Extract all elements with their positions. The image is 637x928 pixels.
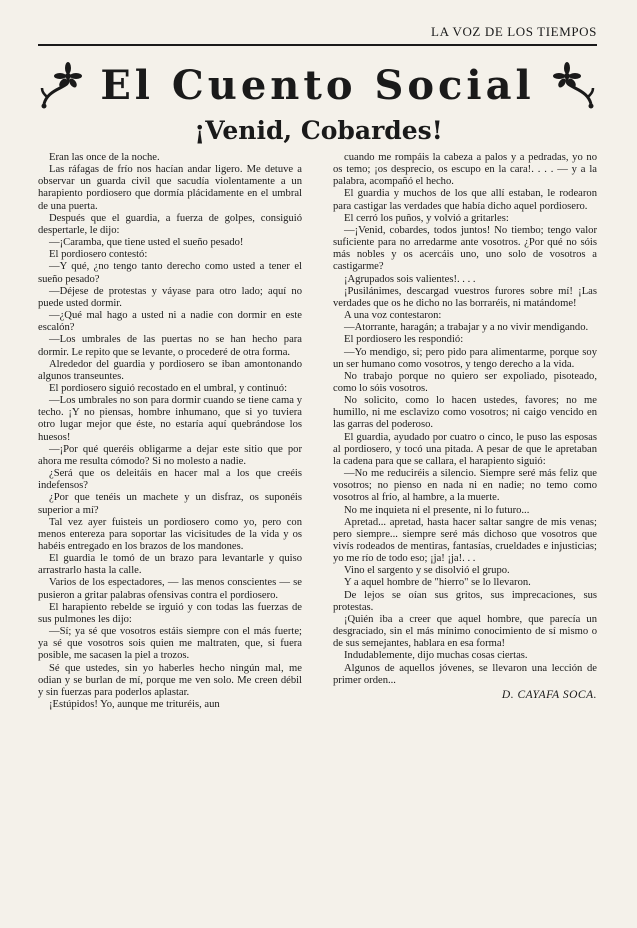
header-rule xyxy=(38,44,597,46)
right-column xyxy=(333,152,597,711)
paragraph: ¡Quién iba a creer que aquel hombre, que parecía un desgraciado, sin el más mínimo conocimiento de sí mismo o de sus semejantes, hablara en esa forma! xyxy=(333,613,597,650)
paragraph: El guardia le tomó de un brazo para levantarle y quiso arrastrarlo hasta la calle. xyxy=(38,553,302,577)
paragraph: ¿Por que tenéis un machete y un disfraz, os suponéis superior a mí? xyxy=(38,492,302,516)
paragraph: Varios de los espectadores, — las menos conscientes — se pusieron a gritar palabras ofensivas contra el pordiosero. xyxy=(38,577,302,601)
paragraph: El pordiosero les respondió: xyxy=(344,334,464,346)
paragraph: ¿Será que os deleitáis en hacer mal a los que creéis indefensos? xyxy=(38,468,302,492)
paragraph: El guardia y muchos de los que allí estaban, le rodearon para castigar las verdades que había dicho aquel pordiosero. xyxy=(333,188,597,212)
paragraph: —Los umbrales no son para dormir cuando se tiene cama y techo. ¡Y no piensas, hombre inhumano, que si yo tuviera otro lugar mejor que éste, no estaría aquí quebrándose los huesos! xyxy=(38,395,302,443)
paragraph: ¡Pusilánimes, descargad vuestros furores sobre mí! ¡Las verdades que os he dicho no las borraréis, ni matándome! xyxy=(333,285,597,309)
flower-ornament-left-icon xyxy=(38,62,86,110)
paragraph: —No me reduciréis a silencio. Siempre seré más feliz que vosotros; no pienso en nada ni en nadie; no temo como vosotros al frío, al hambre, a la muerte. xyxy=(333,468,597,504)
paragraph: Y a aquel hombre de "hierro" se lo llevaron. xyxy=(344,577,531,589)
paragraph: El pordiosero contestó: xyxy=(49,249,148,261)
flower-ornament-right-icon xyxy=(549,62,597,110)
paragraph: No trabajo porque no quiero ser expoliado, pisoteado, como lo sóis vosotros. xyxy=(333,370,597,394)
paragraph: El guardia, ayudado por cuatro o cinco, le puso las esposas al pordiosero, y tocó una pitada. A pesar de que le apretaban la cadena para que se callara, el harapiento siguió: xyxy=(333,431,597,467)
paragraph: —Sí; ya sé que vosotros estáis siempre con el más fuerte; ya sé que vosotros sois quien me maltraten, que, si fuera posible, me sacasen la piel a trozos. xyxy=(38,626,302,662)
paragraph: De lejos se oían sus gritos, sus imprecaciones, sus protestas. xyxy=(333,589,597,613)
paragraph: El pordiosero siguió recostado en el umbral, y continuó: xyxy=(49,382,288,394)
paragraph: cuando me rompáis la cabeza a palos y a pedradas, yo no os temo; ¡os desprecio, os escupo en la cara!. . . . — y a la palabra, acompañó el hecho. xyxy=(333,152,597,188)
paragraph: ¡Agrupados sois valientes!. . . . xyxy=(344,273,476,285)
paragraph: Tal vez ayer fuisteis un pordiosero como yo, pero con menos entereza para soportar las vicisitudes de la vida y os habéis entregado en los brazos de los mandones. xyxy=(38,516,302,552)
paragraph: —Yo mendigo, si; pero pido para alimentarme, porque soy un ser humano como vosotros, y tengo derecho a la vida. xyxy=(333,346,597,370)
paragraph: Algunos de aquellos jóvenes, se llevaron una lección de primer orden... xyxy=(333,662,597,686)
paragraph: No solicito, como lo hacen ustedes, favores; no me humillo, ni me esclavizo como vosotros; ni caigo vencido en las garras del poderoso. xyxy=(333,395,597,431)
paragraph: ¡Estúpidos! Yo, aunque me trituréis, aun xyxy=(49,699,220,711)
publication-header: LA VOZ DE LOS TIEMPOS xyxy=(431,24,597,39)
paragraph: A una voz contestaron: xyxy=(344,310,442,322)
paragraph: El cerró los puños, y volvió a gritarles: xyxy=(344,212,509,224)
paragraph: Eran las once de la noche. xyxy=(49,152,160,163)
paragraph: —Déjese de protestas y váyase para otro lado; aquí no puede usted dormir. xyxy=(38,285,302,309)
author-signature: D. CAYAFA SOCA. xyxy=(501,688,597,701)
right-column-text xyxy=(333,152,597,687)
article-body xyxy=(38,152,597,711)
paragraph: Apretad... apretad, hasta hacer saltar sangre de mis venas; pero siempre... siempre seré más dichoso que vosotros que vivís rodeados de mentiras, fantasías, crueldades e injusticias; yo me río de todo eso; ¡ja! ¡ja!. . . xyxy=(333,516,597,565)
left-column xyxy=(38,152,302,711)
article-title: ¡Venid, Cobardes! xyxy=(194,116,443,145)
paragraph: Después que el guardia, a fuerza de golpes, consiguió despertarle, le dijo: xyxy=(38,212,302,236)
section-masthead xyxy=(38,56,597,116)
paragraph: Alrededor del guardia y pordiosero se iban amontonando algunos transeuntes. xyxy=(38,358,302,382)
paragraph: No me inquieta ni el presente, ni lo futuro... xyxy=(344,504,530,516)
paragraph: —¡Caramba, que tiene usted el sueño pesado! xyxy=(49,237,244,249)
paragraph: —Y qué, ¿no tengo tanto derecho como usted a tener el sueño pesado? xyxy=(38,261,302,285)
paragraph: —¡Por qué queréis obligarme a dejar este sitio que por ahora me resulta cómodo? Si no molesto a nadie. xyxy=(38,443,302,467)
paragraph: Sé que ustedes, sin yo haberles hecho ningún mal, me odian y se burlan de mí, porque me ven solo. Me creen débil y sin fuerzas para poderlos aplastar. xyxy=(38,662,302,698)
paragraph: —¡Venid, cobardes, todos juntos! No tiembo; tengo valor suficiente para no arredarme ante vosotros. ¿Por qué no sóis más nobles y os acercáis uno, uno solo de vosotros a castigarme? xyxy=(333,224,597,273)
paragraph: —Atorrante, haragán; a trabajar y a no vivir mendigando. xyxy=(344,322,589,334)
paragraph: El harapiento rebelde se irguió y con todas las fuerzas de sus pulmones les dijo: xyxy=(38,601,302,625)
paragraph: Indudablemente, dijo muchas cosas ciertas. xyxy=(344,650,528,662)
paragraph: —¿Qué mal hago a usted ni a nadie con dormir en este escalón? xyxy=(38,310,302,334)
paragraph: Las ráfagas de frío nos hacían andar ligero. Me detuve a observar un guarda civil que sacudía violentamente a un harapiento pordiosero que dormía plácidamente en el umbral de una puerta. xyxy=(38,164,302,212)
paragraph: —Los umbrales de las puertas no se han hecho para dormir. Le repito que se levante, o procederé de otra forma. xyxy=(38,334,302,358)
paragraph: Vino el sargento y se disolvió el grupo. xyxy=(344,565,510,577)
section-title: El Cuento Social xyxy=(100,62,535,109)
